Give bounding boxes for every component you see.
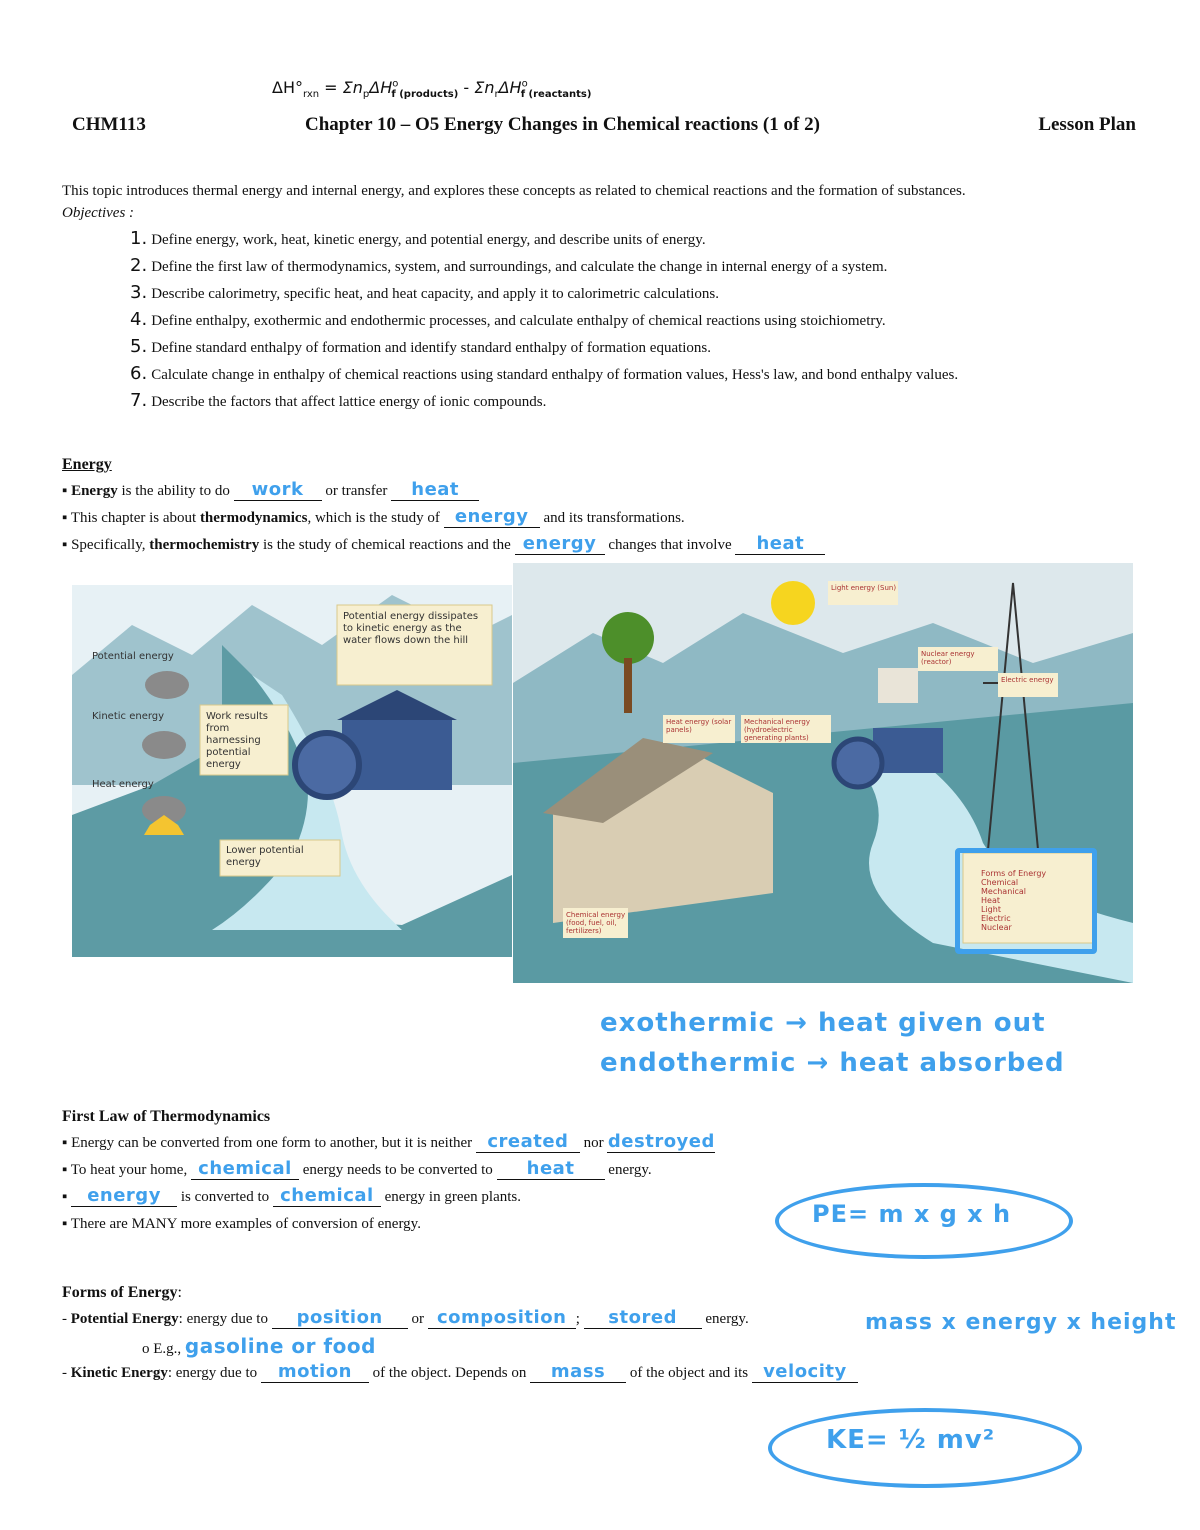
handnote-endothermic: endothermic → heat absorbed xyxy=(600,1048,1065,1078)
reactor xyxy=(878,668,918,703)
forms-line-pe: - Potential Energy: energy due to position or composition ; stored energy. xyxy=(62,1307,749,1328)
text: This chapter is about xyxy=(70,510,200,526)
callout-work-text: Work results from harnessing potential energy xyxy=(206,711,269,770)
callout-dissipates-text: Potential energy dissipates to kinetic energy as the water flows down the hill xyxy=(343,611,479,646)
objectives-list xyxy=(130,225,958,414)
text: , which is the study of xyxy=(307,510,444,526)
text: nor xyxy=(579,1135,608,1151)
objective-text: Calculate change in enthalpy of chemical reactions using standard enthalpy of formation values, Hess's law, and bond enthalpy values. xyxy=(151,367,959,383)
blank-composition xyxy=(428,1308,576,1329)
blank-mass xyxy=(530,1362,626,1383)
text: or transfer xyxy=(321,483,392,499)
text: of the object and its xyxy=(626,1365,752,1381)
formula-dh2: ΔH xyxy=(498,78,522,97)
text: Specifically, xyxy=(71,537,150,553)
water-wheel xyxy=(834,739,882,787)
objective-number: 6. xyxy=(130,363,148,384)
blank-stored xyxy=(584,1308,702,1329)
objective-item xyxy=(130,252,958,279)
handwritten-answer: gasoline or food xyxy=(184,1334,376,1358)
objective-item xyxy=(130,360,958,387)
formula-sum1: Σn xyxy=(342,78,363,97)
handwritten-answer: chemical xyxy=(198,1158,292,1179)
energy-term: Energy xyxy=(71,483,118,499)
text: E.g., xyxy=(153,1341,185,1357)
objective-text: Define energy, work, heat, kinetic energy, and potential energy, and describe units of energy. xyxy=(151,232,706,248)
formula-lhs-sub: rxn xyxy=(302,89,320,101)
handwritten-answer: heat xyxy=(756,533,805,554)
label-nuclear: Nuclear energy (reactor) xyxy=(921,650,975,666)
formula-minus: - xyxy=(458,78,475,97)
figure-energy-conversion xyxy=(72,585,512,957)
formula-sum2-sub: r xyxy=(494,89,499,101)
handwritten-answer: velocity xyxy=(763,1361,847,1382)
objective-number: 7. xyxy=(130,390,148,411)
blank-velocity xyxy=(752,1362,858,1383)
forms-line-example xyxy=(62,1333,858,1360)
objective-number: 2. xyxy=(130,255,148,276)
handnote-exothermic: exothermic → heat given out xyxy=(600,1008,1046,1038)
forms-box-item: Nuclear xyxy=(981,923,1012,932)
handnote-ke-formula: KE= ½ mv² xyxy=(826,1425,996,1455)
blank-motion xyxy=(261,1362,369,1383)
energy-line-1: ▪ Energy is the ability to do work or transfer heat xyxy=(62,478,825,505)
text: Energy can be converted from one form to another, but it is neither xyxy=(71,1135,476,1151)
text: changes that involve xyxy=(604,537,736,553)
forms-title-text: Forms of Energy xyxy=(62,1284,178,1301)
handwritten-answer: heat xyxy=(411,479,460,500)
handwritten-answer: created xyxy=(487,1131,569,1152)
label-heat: Heat energy (solar panels) xyxy=(666,718,732,734)
formula-dh1-sub: f (products) xyxy=(391,89,459,101)
energy-title: Energy xyxy=(62,456,112,473)
energy-line-2: ▪ This chapter is about thermodynamics, which is the study of energy and its transformations. xyxy=(62,506,685,527)
chapter-title: Chapter 10 – O5 Energy Changes in Chemical reactions (1 of 2) xyxy=(305,114,820,135)
rock-kinetic xyxy=(142,731,186,759)
document-type: Lesson Plan xyxy=(1038,114,1136,135)
label-chemical: Chemical energy (food, fuel, oil, fertilizers) xyxy=(566,911,626,935)
text: There are MANY more examples of conversion of energy. xyxy=(70,1216,421,1232)
label-mechanical: Mechanical energy (hydroelectric generating plants) xyxy=(744,718,811,742)
handnote-mgh-words: mass x energy x height xyxy=(865,1310,1177,1335)
forms-box-title: Forms of Energy xyxy=(981,869,1047,878)
enthalpy-formula xyxy=(272,78,591,100)
text: is converted to xyxy=(177,1189,273,1205)
objective-item xyxy=(130,387,958,414)
first-law-line-4: ▪ There are MANY more examples of conversion of energy. xyxy=(62,1216,421,1232)
formula-sum2: Σn xyxy=(474,78,495,97)
text: To heat your home, xyxy=(70,1162,191,1178)
handwritten-answer: composition xyxy=(437,1307,567,1328)
formula-dh1: ΔH xyxy=(369,78,393,97)
blank-created xyxy=(476,1132,580,1153)
objective-item xyxy=(130,306,958,333)
objective-text: Define standard enthalpy of formation and identify standard enthalpy of formation equations. xyxy=(151,340,712,356)
handwritten-answer: heat xyxy=(526,1158,575,1179)
first-law-line-3: ▪ energy is converted to chemical energy in green plants. xyxy=(62,1185,521,1206)
handwritten-answer: motion xyxy=(277,1361,352,1382)
formula-sum1-sub: p xyxy=(362,89,370,101)
forms-title xyxy=(62,1284,858,1302)
text: energy. xyxy=(701,1311,749,1327)
energy-line-3: ▪ Specifically, thermochemistry is the study of chemical reactions and the energy changes that involve heat xyxy=(62,532,825,559)
tree-trunk xyxy=(624,658,632,713)
formula-dh2-sub: f (reactants) xyxy=(520,89,592,101)
handnote-pe-formula: PE= m x g x h xyxy=(812,1200,1012,1228)
objective-text: Describe the factors that affect lattice energy of ionic compounds. xyxy=(151,394,547,410)
thermochemistry-term: thermochemistry xyxy=(149,537,260,553)
first-law-section xyxy=(62,1108,715,1238)
water-wheel xyxy=(295,733,359,797)
first-law-line-1: ▪ Energy can be converted from one form to another, but it is neither created nor destroyed xyxy=(62,1131,715,1152)
intro-block xyxy=(62,180,1162,224)
blank-chemical xyxy=(191,1159,299,1180)
forms-line-ke: - Kinetic Energy: energy due to motion of the object. Depends on mass of the object and its velocity xyxy=(62,1360,858,1387)
label-potential-energy: Potential energy xyxy=(92,651,174,662)
formula-dh2-sup: o xyxy=(521,78,528,90)
callout-lower-text: Lower potential energy xyxy=(226,845,304,868)
handwritten-answer: work xyxy=(251,479,304,500)
first-law-title: First Law of Thermodynamics xyxy=(62,1108,271,1125)
objective-number: 1. xyxy=(130,228,148,249)
label-heat-energy: Heat energy xyxy=(92,779,154,790)
blank-energy xyxy=(444,507,540,528)
potential-energy-term: Potential Energy xyxy=(70,1311,179,1327)
first-law-line-2: ▪ To heat your home, chemical energy needs to be converted to heat energy. xyxy=(62,1158,652,1179)
objective-text: Define enthalpy, exothermic and endothermic processes, and calculate enthalpy of chemical reactions using stoichiometry. xyxy=(151,313,886,329)
forms-box-item: Mechanical xyxy=(981,887,1027,896)
label-light: Light energy (Sun) xyxy=(831,584,897,592)
blank-heat-3 xyxy=(497,1159,605,1180)
blank-heat xyxy=(391,480,479,501)
forms-section xyxy=(62,1284,858,1387)
handdrawn-box xyxy=(955,848,1097,954)
text: is the ability to do xyxy=(117,483,234,499)
blank-chemical-2 xyxy=(273,1186,381,1207)
forms-box-item: Chemical xyxy=(981,878,1019,887)
objective-number: 3. xyxy=(130,282,148,303)
text: energy. xyxy=(604,1162,652,1178)
forms-box-item: Light xyxy=(981,905,1001,914)
formula-lhs: ΔH° xyxy=(272,78,303,97)
blank-energy-3 xyxy=(71,1186,177,1207)
tree-canopy xyxy=(602,612,654,664)
rock-potential xyxy=(145,671,189,699)
kinetic-energy-term: Kinetic Energy xyxy=(70,1365,168,1381)
course-code: CHM113 xyxy=(72,114,146,135)
handwritten-answer: mass xyxy=(550,1361,606,1382)
energy-section xyxy=(62,456,825,559)
objective-number: 5. xyxy=(130,336,148,357)
formula-dh1-sup: o xyxy=(392,78,399,90)
handwritten-answer: chemical xyxy=(280,1185,374,1206)
text: and its transformations. xyxy=(539,510,685,526)
forms-box-item: Electric xyxy=(981,914,1011,923)
label-electric: Electric energy xyxy=(1001,676,1054,684)
objectives-label: Objectives : xyxy=(62,205,135,221)
formula-eq: = xyxy=(319,78,343,97)
label-kinetic-energy: Kinetic energy xyxy=(92,711,165,722)
handwritten-answer: energy xyxy=(87,1185,161,1206)
text: energy in green plants. xyxy=(380,1189,521,1205)
blank-position xyxy=(272,1308,408,1329)
objective-text: Define the first law of thermodynamics, system, and surroundings, and calculate the change in internal energy of a system. xyxy=(151,259,888,275)
blank-heat-2 xyxy=(735,534,825,555)
handwritten-answer: energy xyxy=(522,533,597,554)
document-header xyxy=(72,114,1136,140)
thermodynamics-term: thermodynamics xyxy=(199,510,308,526)
blank-destroyed xyxy=(607,1132,715,1153)
text: or xyxy=(407,1311,428,1327)
text: of the object. Depends on xyxy=(368,1365,531,1381)
text: ; xyxy=(575,1311,584,1327)
blank-work xyxy=(234,480,322,501)
handwritten-answer: position xyxy=(296,1307,383,1328)
handwritten-answer: energy xyxy=(454,506,529,527)
handwritten-answer: destroyed xyxy=(607,1131,715,1152)
objective-text: Describe calorimetry, specific heat, and heat capacity, and apply it to calorimetric calculations. xyxy=(151,286,719,302)
objective-item xyxy=(130,333,958,360)
sub-bullet: o xyxy=(142,1341,150,1357)
forms-title-colon: : xyxy=(177,1284,182,1301)
text: is the study of chemical reactions and the xyxy=(259,537,515,553)
objective-item xyxy=(130,279,958,306)
intro-text: This topic introduces thermal energy and internal energy, and explores these concepts as related to chemical reactions and the formation of substances. xyxy=(62,183,966,199)
sun xyxy=(771,581,815,625)
objective-item xyxy=(130,225,958,252)
text: energy needs to be converted to xyxy=(298,1162,497,1178)
text: : energy due to xyxy=(167,1365,261,1381)
handwritten-answer: stored xyxy=(608,1307,677,1328)
objective-number: 4. xyxy=(130,309,148,330)
forms-box-item: Heat xyxy=(981,896,1000,905)
blank-energy-2 xyxy=(515,534,605,555)
text: : energy due to xyxy=(178,1311,272,1327)
